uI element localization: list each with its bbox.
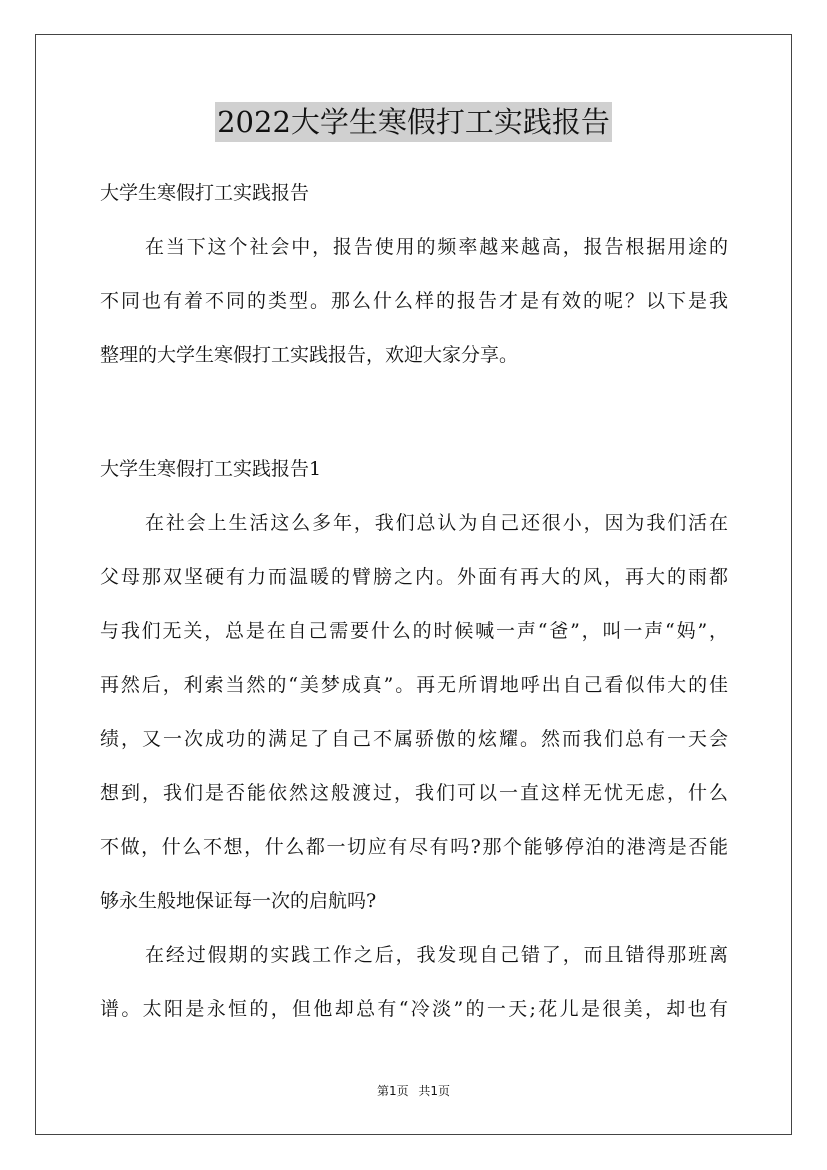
title-container	[0, 102, 827, 142]
document-body	[100, 171, 728, 1041]
intro-line: 不同也有着不同的类型。那么什么样的报告才是有效的呢？以下是我	[100, 290, 728, 312]
page-footer	[0, 1083, 827, 1099]
page-number: 第1页	[376, 1084, 409, 1098]
subtitle: 大学生寒假打工实践报告	[100, 182, 310, 204]
page-total: 共1页	[418, 1084, 451, 1098]
paragraph-line: 不做，什么不想，什么都一切应有尽有吗?那个能够停泊的港湾是否能	[100, 836, 728, 858]
document-title: 2022大学生寒假打工实践报告	[215, 102, 612, 142]
paragraph-line: 在社会上生活这么多年，我们总认为自己还很小，因为我们活在	[145, 512, 728, 534]
paragraph-line: 绩，又一次成功的满足了自己不属骄傲的炫耀。然而我们总有一天会	[100, 728, 728, 750]
paragraph-line: 在经过假期的实践工作之后，我发现自己错了，而且错得那班离	[145, 944, 728, 966]
intro-line: 在当下这个社会中，报告使用的频率越来越高，报告根据用途的	[145, 236, 728, 258]
section-heading: 大学生寒假打工实践报告1	[100, 458, 322, 480]
paragraph-line: 再然后，利索当然的“美梦成真”。再无所谓地呼出自己看似伟大的佳	[100, 674, 728, 696]
paragraph-line: 谱。太阳是永恒的，但他却总有“冷淡”的一天;花儿是很美，却也有	[100, 998, 728, 1020]
paragraph-line: 够永生般地保证每一次的启航吗?	[100, 890, 377, 912]
intro-line: 整理的大学生寒假打工实践报告，欢迎大家分享。	[100, 344, 519, 366]
spacer	[100, 387, 728, 447]
paragraph-line: 父母那双坚硬有力而温暖的臂膀之内。外面有再大的风，再大的雨都	[100, 566, 728, 588]
paragraph-line: 与我们无关，总是在自己需要什么的时候喊一声“爸”，叫一声“妈”，	[100, 620, 728, 642]
paragraph-line: 想到，我们是否能依然这般渡过，我们可以一直这样无忧无虑，什么	[100, 782, 728, 804]
